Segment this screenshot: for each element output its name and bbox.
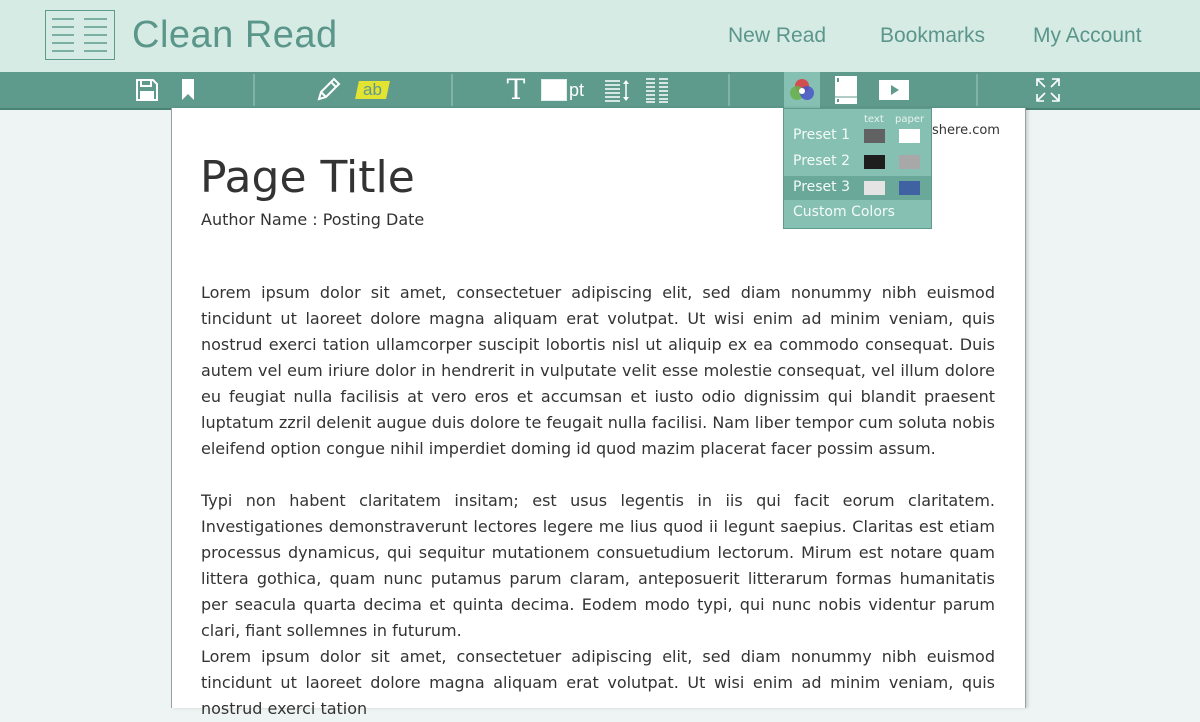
font-size-field[interactable]: [541, 72, 591, 108]
toolbar-divider: [451, 74, 453, 106]
paper-color-swatch: [899, 129, 920, 143]
custom-colors-option[interactable]: Custom Colors: [793, 204, 895, 220]
color-scheme-button[interactable]: [784, 72, 820, 108]
play-button[interactable]: [878, 72, 910, 108]
page-layout-button[interactable]: [832, 72, 860, 108]
columns-button[interactable]: [643, 72, 671, 108]
highlight-button[interactable]: [352, 72, 392, 108]
paragraph: Lorem ipsum dolor sit amet, consectetuer adipiscing elit, sed diam nonummy nibh euismod tincidunt ut laoreet dolore magna aliquam erat volutpat. Ut wisi enim ad minim veniam, quis nostrud exerci tation ullamcorper suscipit lobortis nisl ut aliquip ex ea commodo consequat. Duis autem vel eum iriure dolor in hendrerit in vulputate velit esse molestie consequat, vel illum dolore eu feugiat nulla facilisis at vero eros et accumsan et iusto odio dignissim qui blandit praesent luptatum zzril delenit augue duis dolore te feugait nulla facilisi. Nam liber tempor cum soluta nobis eleifend option congue nihil imperdiet doming id quod mazim placerat facer possim assum.: [201, 283, 995, 458]
color-preset-3[interactable]: [784, 176, 931, 200]
paragraph: Typi non habent claritatem insitam; est usus legentis in iis qui facit eorum claritatem. Investigationes demonstraverunt lectores legere me lius quod ii legunt saepius. Claritas est etiam processus dynamicus, qui sequitur mutationem consuetudium lectorum. Mirum est notare quam littera gothica, quam nunc putamus parum claram, anteposuerit litterarum formas humanitatis per seacula quarta decima et quinta decima. Eodem modo typi, qui nunc nobis videntur parum clari, fiant sollemnes in futurum.: [201, 491, 995, 640]
nav-new-read[interactable]: New Read: [728, 24, 827, 47]
text-color-swatch: [864, 155, 885, 169]
highlight-label: ab: [362, 80, 382, 99]
page-layout-icon: [834, 75, 858, 105]
toolbar-divider: [976, 74, 978, 106]
paper-color-swatch: [899, 181, 920, 195]
annotate-button[interactable]: [313, 72, 343, 108]
source-url[interactable]: shere.com: [932, 123, 1000, 138]
columns-icon: [644, 77, 670, 103]
toolbar: [0, 72, 1200, 110]
paragraph: Lorem ipsum dolor sit amet, consectetuer adipiscing elit, sed diam nonummy nibh euismod tincidunt ut laoreet dolore magna aliquam erat volutpat. Ut wisi enim ad minim veniam, quis nostrud exerci tation: [201, 647, 995, 718]
paper-color-swatch: [899, 155, 920, 169]
text-color-swatch: [864, 129, 885, 143]
font-type-button[interactable]: [503, 72, 529, 108]
text-color-swatch: [864, 181, 885, 195]
line-spacing-icon: [604, 78, 630, 102]
pencil-icon: [315, 77, 341, 103]
color-wheel-icon: [788, 76, 816, 104]
byline: Author Name : Posting Date: [201, 210, 425, 229]
logo-lines-icon[interactable]: [45, 10, 115, 60]
preset-label: Preset 3: [793, 179, 851, 195]
highlight-icon: [355, 81, 390, 99]
toolbar-divider: [253, 74, 255, 106]
nav-my-account[interactable]: My Account: [1033, 24, 1142, 47]
save-icon: [135, 78, 159, 102]
app-title: Clean Read: [132, 14, 338, 56]
preset-label: Preset 2: [793, 153, 851, 169]
nav-bookmarks[interactable]: Bookmarks: [880, 24, 986, 47]
play-icon: [879, 80, 909, 100]
text-type-icon: T: [506, 73, 526, 106]
preset-label: Preset 1: [793, 127, 851, 143]
paper-column-header: paper: [895, 114, 925, 125]
font-size-unit: pt: [569, 79, 585, 100]
bookmark-button[interactable]: [178, 72, 198, 108]
save-button[interactable]: [132, 72, 162, 108]
fullscreen-icon: [1035, 77, 1061, 103]
fullscreen-button[interactable]: [1034, 72, 1062, 108]
color-preset-2[interactable]: [784, 150, 931, 174]
line-spacing-button[interactable]: [603, 72, 631, 108]
text-column-header: text: [864, 114, 884, 125]
toolbar-divider: [728, 74, 730, 106]
app-header: [0, 0, 1200, 72]
color-preset-1[interactable]: [784, 124, 931, 148]
font-size-input[interactable]: [541, 79, 567, 101]
bookmark-icon: [181, 79, 195, 101]
page-title: Page Title: [200, 152, 415, 203]
color-scheme-menu: [783, 108, 932, 229]
